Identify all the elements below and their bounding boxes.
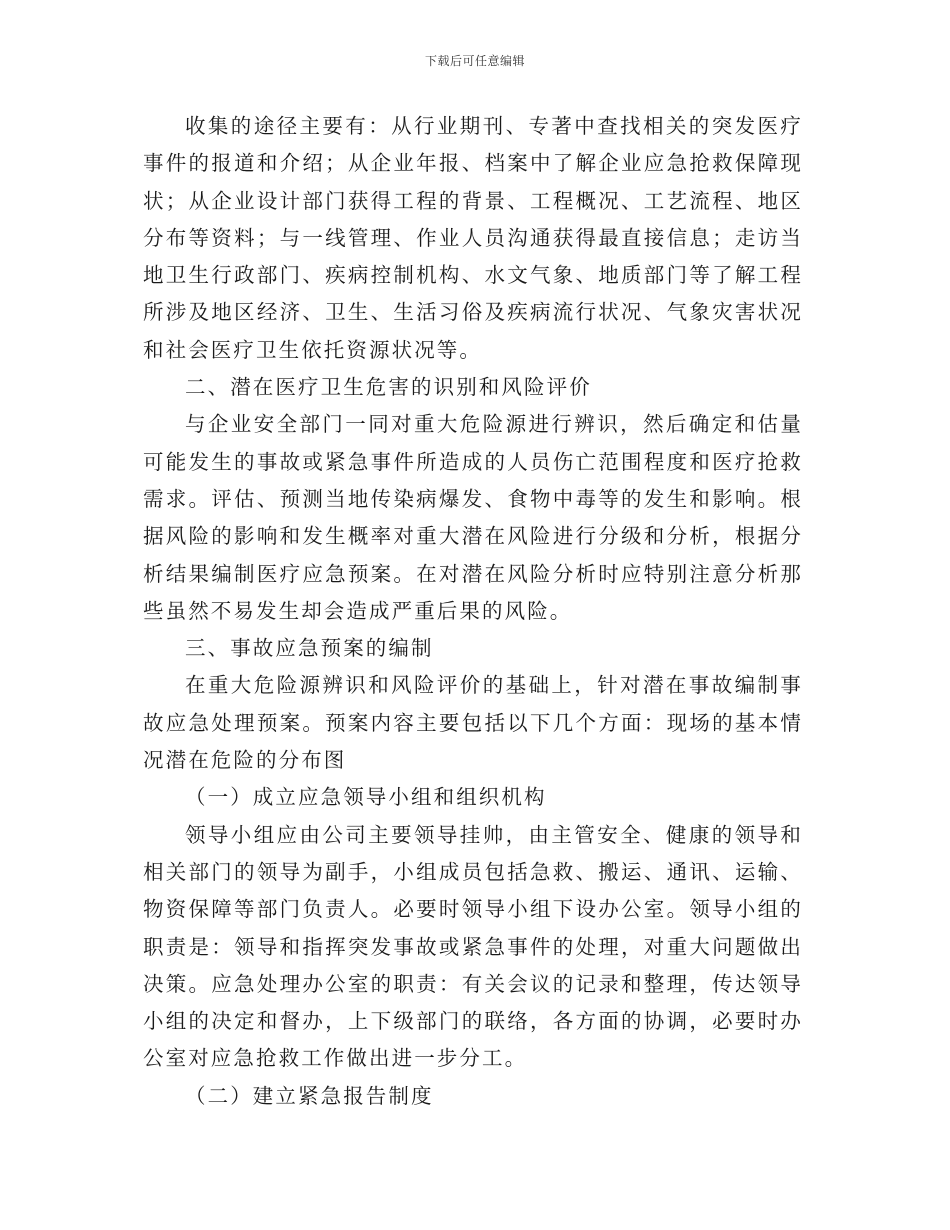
section-heading-emergency-plan: 三、事故应急预案的编制: [185, 636, 434, 661]
subheading-emergency-reporting: （二）建立紧急报告制度: [185, 1083, 434, 1108]
paragraph-collection-methods: 收集的途径主要有：从行业期刊、专著中查找相关的突发医疗事件的报道和介绍；从企业年报、档案中了解企业应急抢救保障现状；从企业设计部门获得工程的背景、工程概况、工艺流程、地区分布等资料；与一线管理、作业人员沟通获得最直接信息；走访当地卫生行政部门、疾病控制机构、水文气象、地质部门等了解工程所涉及地区经济、卫生、生活习俗及疾病流行状况、气象灾害状况和社会医疗卫生依托资源状况等。: [143, 114, 803, 362]
section-heading-risk-identification: 二、潜在医疗卫生危害的识别和风险评价: [185, 375, 592, 400]
page-header: 下载后可任意编辑: [424, 54, 525, 68]
subheading-leadership-group: （一）成立应急领导小组和组织机构: [185, 785, 547, 810]
paragraph-plan-contents: 在重大危险源辨识和风险评价的基础上，针对潜在事故编制事故应急处理预案。预案内容主要包括以下几个方面：现场的基本情况潜在危险的分布图: [143, 673, 803, 773]
paragraph-leadership-duties: 领导小组应由公司主要领导挂帅，由主管安全、健康的领导和相关部门的领导为副手，小组成员包括急救、搬运、通讯、运输、物资保障等部门负责人。必要时领导小组下设办公室。领导小组的职责是：领导和指挥突发事故或紧急事件的处理，对重大问题做出决策。应急处理办公室的职责：有关会议的记录和整理，传达领导小组的决定和督办，上下级部门的联络，各方面的协调，必要时办公室对应急抢救工作做出进一步分工。: [143, 822, 803, 1071]
paragraph-risk-assessment: 与企业安全部门一同对重大危险源进行辨识，然后确定和估量可能发生的事故或紧急事件所造成的人员伤亡范围程度和医疗抢救需求。评估、预测当地传染病爆发、食物中毒等的发生和影响。根据风险的影响和发生概率对重大潜在风险进行分级和分析，根据分析结果编制医疗应急预案。在对潜在风险分析时应特别注意分析那些虽然不易发生却会造成严重后果的风险。: [143, 412, 803, 623]
document-body: [143, 108, 803, 1115]
